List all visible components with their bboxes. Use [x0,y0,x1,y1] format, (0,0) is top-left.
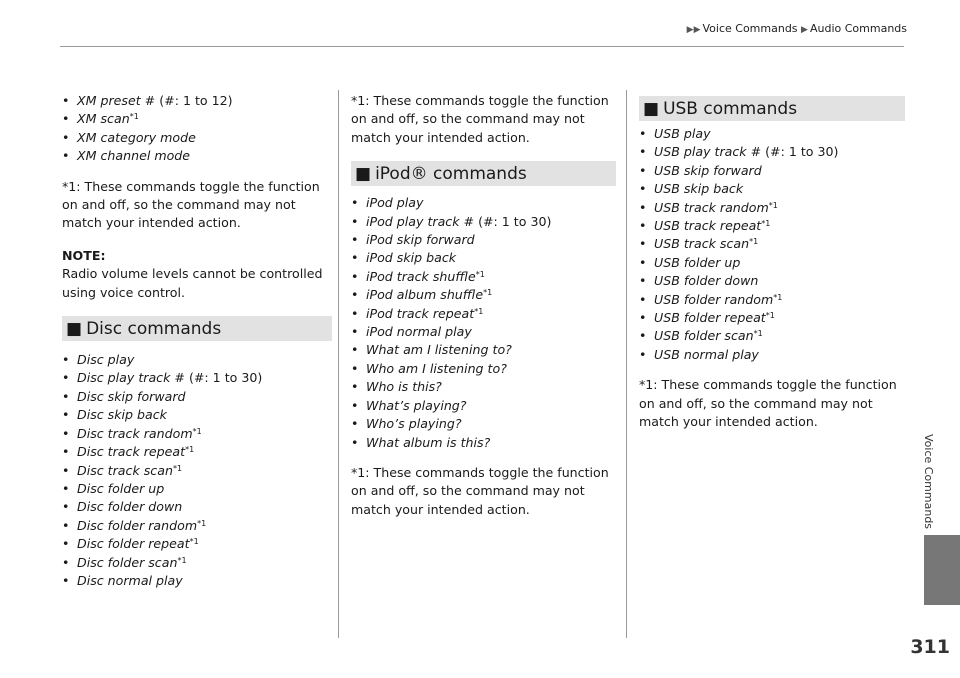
list-item: • USB play track # (#: 1 to 30) [639,143,905,161]
list-item: • USB track repeat$^{*1}$ [639,217,905,235]
list-item: • iPod track repeat$^{*1}$ [351,305,616,323]
list-item: • XM preset # (#: 1 to 12) [62,92,332,110]
list-item: • What album is this? [351,434,616,452]
breadcrumb-item[interactable]: Audio Commands [809,22,907,35]
list-item: • USB track random$^{*1}$ [639,199,905,217]
list-item: • Disc track scan$^{*1}$ [62,462,332,480]
list-item: • Disc track random$^{*1}$ [62,425,332,443]
side-tab[interactable] [924,535,960,605]
list-item: • Who is this? [351,378,616,396]
note-text: Radio volume levels cannot be controlled using voice control. [62,266,323,300]
arrow-right-icon: ▶▶ [686,25,701,35]
list-item: • iPod normal play [351,323,616,341]
usb-command-list [639,125,905,364]
list-item: • Disc folder random$^{*1}$ [62,517,332,535]
list-item: • iPod play track # (#: 1 to 30) [351,213,616,231]
column-right [639,96,905,432]
list-item: • USB normal play [639,346,905,364]
arrow-right-icon: ▶ [801,25,808,35]
disc-command-list [62,351,332,590]
note-heading: NOTE: [62,247,106,263]
list-item: • USB folder repeat$^{*1}$ [639,309,905,327]
list-item: • iPod skip forward [351,231,616,249]
list-item: • USB track scan$^{*1}$ [639,235,905,253]
section-heading-disc: ■ Disc commands [62,316,332,341]
column-middle [351,92,616,519]
list-item: • USB folder down [639,272,905,290]
breadcrumb-item[interactable]: Voice Commands [702,22,798,35]
square-bullet-icon: ■ [355,164,372,185]
list-item: • USB folder random$^{*1}$ [639,291,905,309]
list-item: • iPod play [351,194,616,212]
header-divider [60,46,904,47]
list-item: • XM category mode [62,129,332,147]
column-left [62,92,332,590]
side-tab-label: Voice Commands [922,434,935,530]
list-item: • Disc folder down [62,498,332,516]
list-item: • Who’s playing? [351,415,616,433]
list-item: • iPod track shuffle$^{*1}$ [351,268,616,286]
list-item: • Disc folder repeat$^{*1}$ [62,535,332,553]
section-heading-ipod: ■ iPod® commands [351,161,616,186]
toggle-note: *1: These commands toggle the function on and off, so the command may not match your intended action. [351,464,609,517]
list-item: • USB skip back [639,180,905,198]
toggle-note: *1: These commands toggle the function on and off, so the command may not match your intended action. [351,93,609,145]
square-bullet-icon: ■ [66,319,83,340]
toggle-note: *1: These commands toggle the function on and off, so the command may not match your intended action. [62,178,320,231]
list-item: • What am I listening to? [351,341,616,359]
list-item: • What’s playing? [351,397,616,415]
list-item: • iPod album shuffle$^{*1}$ [351,286,616,304]
breadcrumb [672,22,907,35]
list-item: • Disc skip back [62,406,332,424]
toggle-note: *1: These commands toggle the function on and off, so the command may not match your intended action. [639,377,897,430]
list-item: • Disc play [62,351,332,369]
column-divider [626,90,627,638]
list-item: • Disc skip forward [62,388,332,406]
list-item: • iPod skip back [351,249,616,267]
ipod-command-list [351,194,616,452]
list-item: • Disc normal play [62,572,332,590]
list-item: • XM scan$^{*1}$ [62,110,332,128]
page-number: 311 [910,636,950,658]
list-item: • XM channel mode [62,147,332,165]
xm-command-list [62,92,332,166]
column-divider [338,90,339,638]
square-bullet-icon: ■ [643,99,660,119]
list-item: • USB folder up [639,254,905,272]
list-item: • Disc folder up [62,480,332,498]
list-item: • Disc play track # (#: 1 to 30) [62,369,332,387]
section-heading-usb: ■ USB commands [639,96,905,121]
list-item: • Who am I listening to? [351,360,616,378]
list-item: • USB folder scan$^{*1}$ [639,327,905,345]
list-item: • Disc folder scan$^{*1}$ [62,554,332,572]
list-item: • USB skip forward [639,162,905,180]
list-item: • USB play [639,125,905,143]
list-item: • Disc track repeat$^{*1}$ [62,443,332,461]
